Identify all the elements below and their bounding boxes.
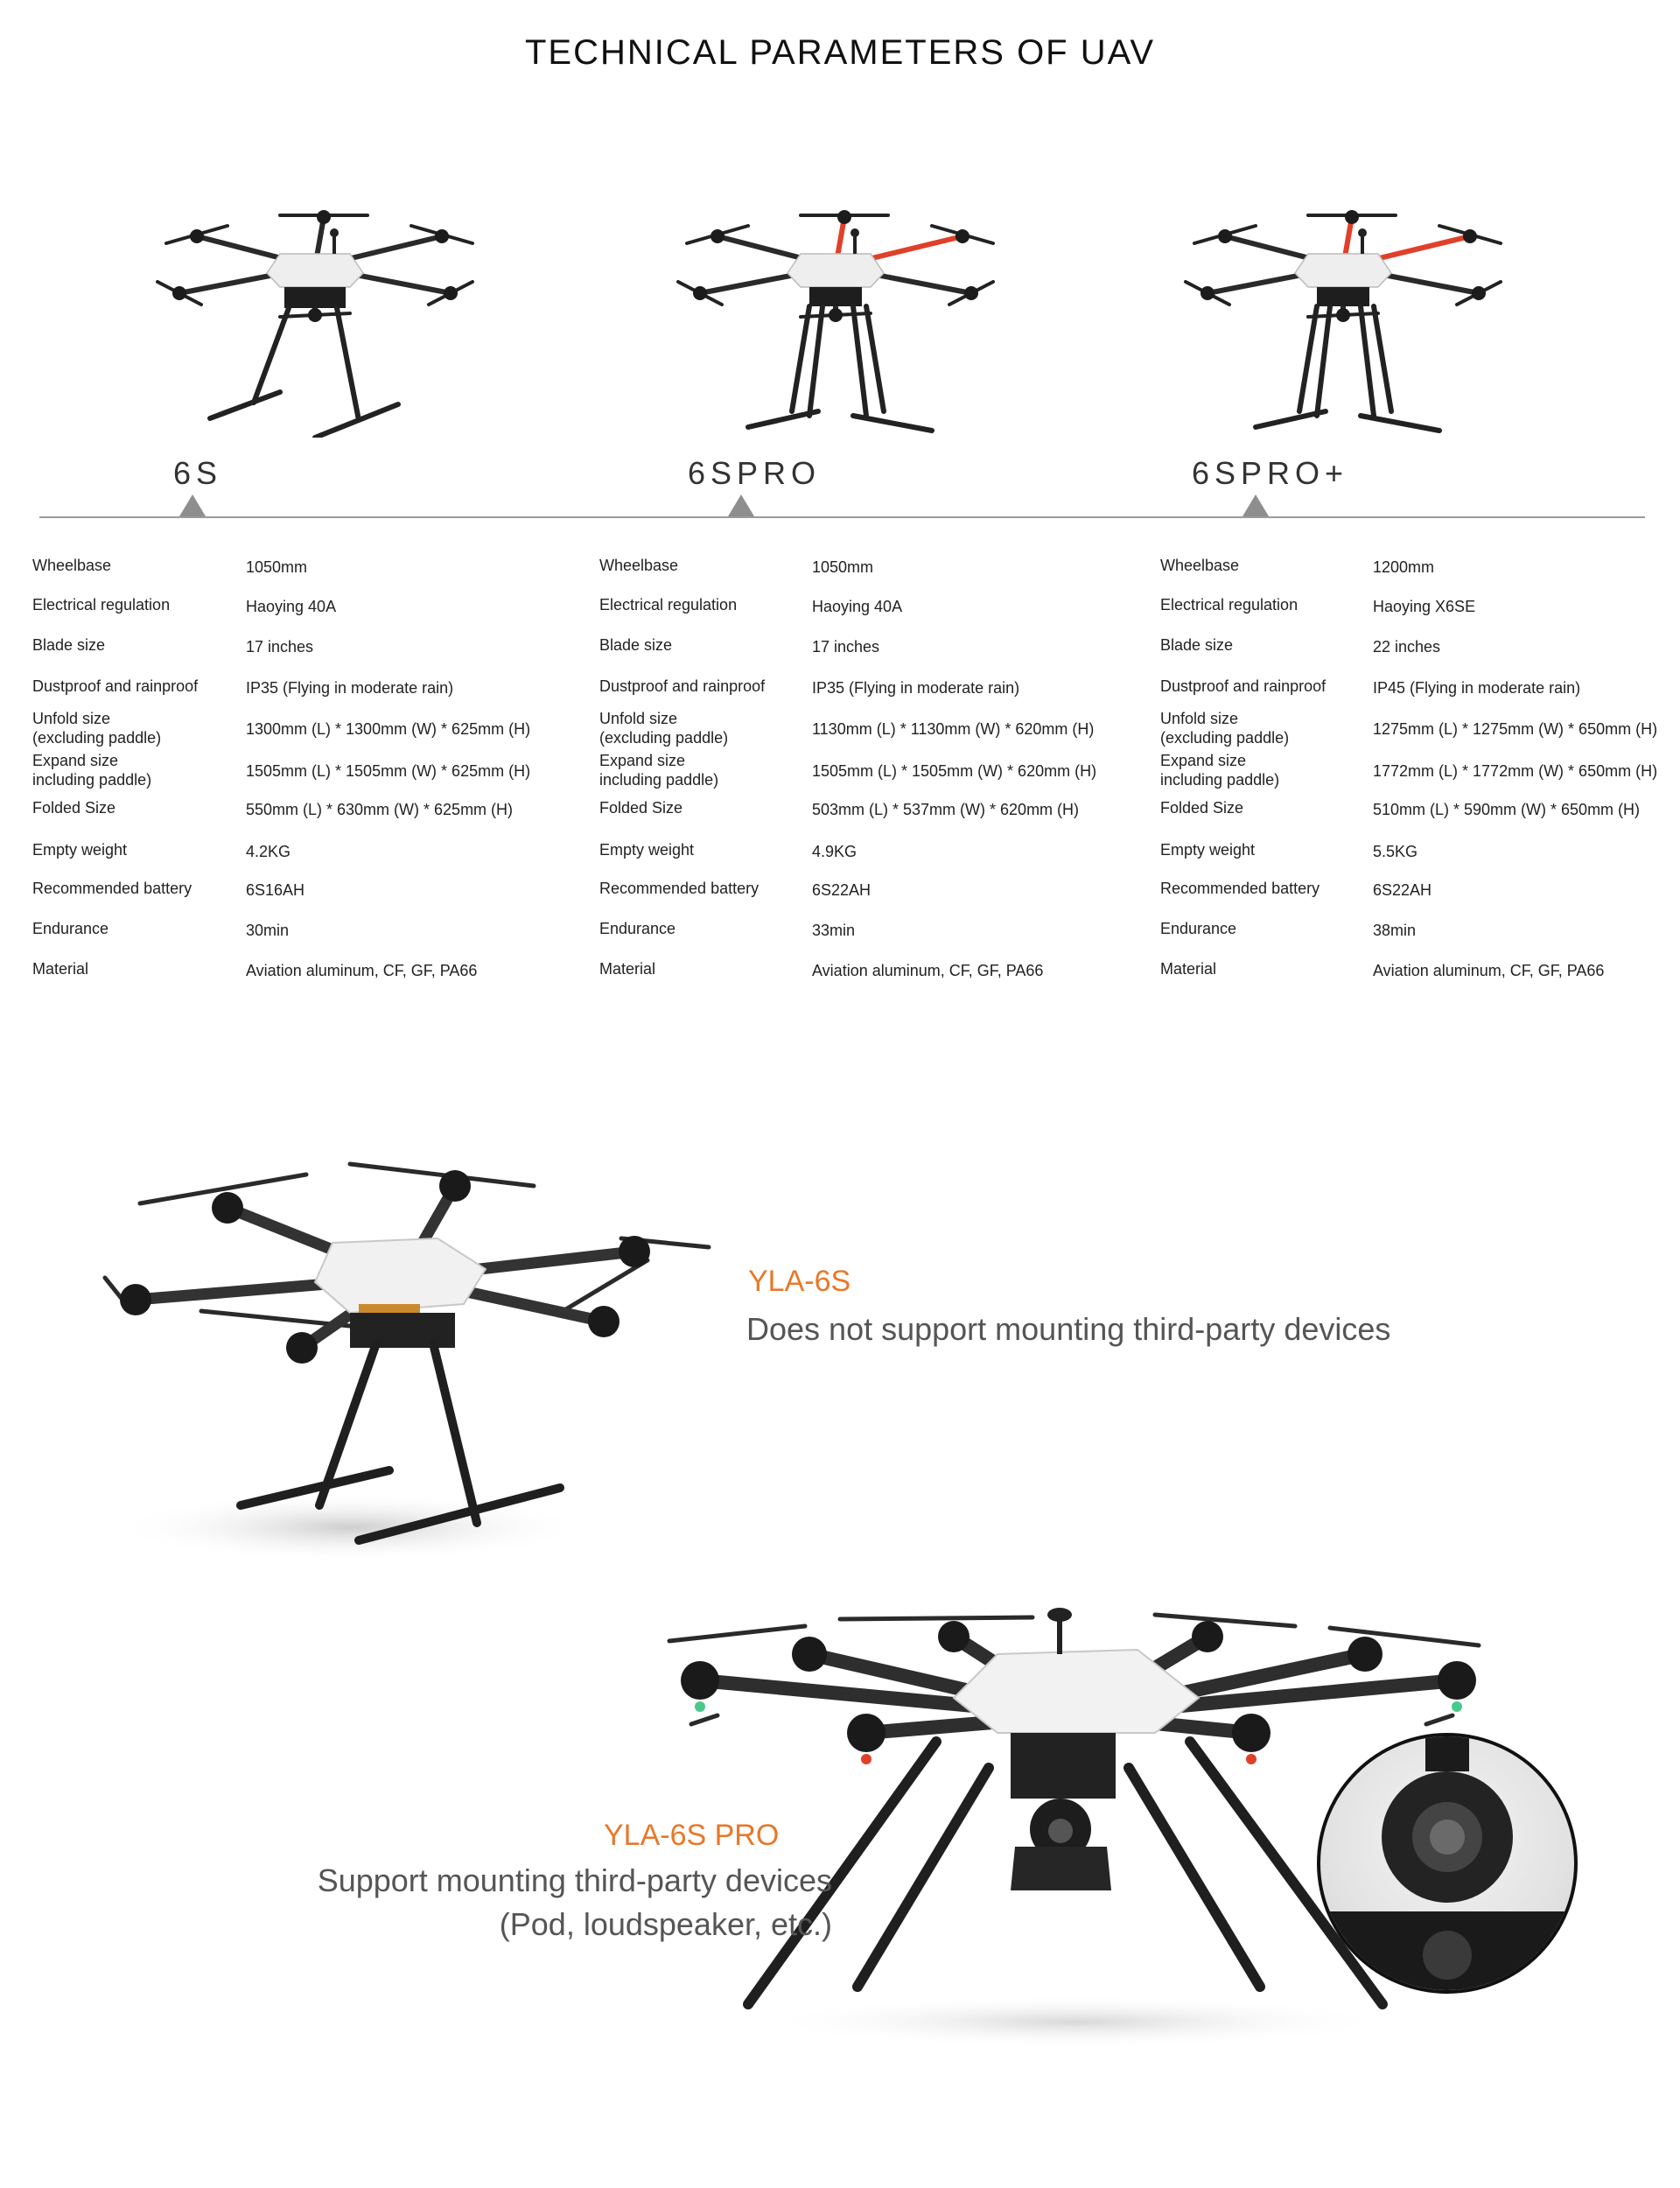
spec-value: 5.5KG: [1373, 843, 1418, 860]
spec-label: Recommended battery: [599, 880, 760, 897]
spec-label: Folded Size: [599, 799, 683, 817]
yla-6s-image: [88, 1155, 735, 1567]
spec-value: 38min: [1373, 922, 1417, 939]
model-label-6spro: 6SPRO: [688, 455, 822, 491]
spec-label: Blade size: [599, 636, 673, 654]
gimbal-zoom-inset: [1317, 1733, 1578, 1994]
spec-value: 510mm (L) * 590mm (W) * 650mm (H): [1373, 801, 1641, 818]
spec-label: Blade size: [32, 636, 106, 654]
spec-label: Wheelbase: [1160, 557, 1240, 574]
spec-value: 4.9KG: [812, 843, 858, 860]
drone-6s-image: [149, 201, 481, 438]
spec-value: Haoying 40A: [812, 598, 903, 615]
spec-label: Unfold size (excluding paddle): [599, 710, 729, 747]
spec-value: Aviation aluminum, CF, GF, PA66: [1373, 962, 1605, 979]
timeline-marker-6spro: [728, 494, 754, 516]
spec-value: 1772mm (L) * 1772mm (W) * 650mm (H): [1373, 762, 1658, 780]
spec-value: 6S16AH: [246, 881, 305, 899]
spec-value: 17 inches: [246, 638, 314, 656]
spec-label: Material: [1160, 960, 1217, 978]
product-desc-yla-6s-pro-line1: Support mounting third-party devices: [317, 1862, 832, 1898]
spec-label: Electrical regulation: [32, 596, 171, 614]
spec-label: Wheelbase: [32, 557, 112, 574]
spec-label: Electrical regulation: [1160, 596, 1298, 614]
model-label-6spro-plus: 6SPRO+: [1192, 455, 1349, 491]
spec-label: Empty weight: [599, 841, 695, 859]
spec-label: Dustproof and rainproof: [599, 677, 766, 695]
spec-label: Expand size including paddle): [1160, 752, 1280, 789]
spec-value: Aviation aluminum, CF, GF, PA66: [812, 962, 1044, 979]
product-desc-yla-6s: Does not support mounting third-party devices: [746, 1311, 1391, 1347]
spec-label: Dustproof and rainproof: [32, 677, 199, 695]
spec-value: 33min: [812, 922, 856, 939]
product-desc-yla-6s-pro-line2: (Pod, loudspeaker, etc.): [499, 1906, 832, 1942]
spec-value: Aviation aluminum, CF, GF, PA66: [246, 962, 478, 979]
spec-value: IP35 (Flying in moderate rain): [246, 679, 454, 697]
spec-label: Recommended battery: [32, 880, 192, 897]
spec-label: Endurance: [32, 920, 109, 937]
spec-label: Material: [599, 960, 656, 978]
drone-6spro-plus-image: [1177, 201, 1509, 438]
spec-value: 550mm (L) * 630mm (W) * 625mm (H): [246, 801, 514, 818]
spec-label: Dustproof and rainproof: [1160, 677, 1326, 695]
product-name-yla-6s: YLA-6S: [748, 1265, 851, 1298]
spec-label: Folded Size: [1160, 799, 1244, 817]
model-label-6s: 6S: [173, 455, 223, 491]
spec-value: 1505mm (L) * 1505mm (W) * 620mm (H): [812, 762, 1097, 780]
spec-value: 30min: [246, 922, 290, 939]
spec-label: Unfold size (excluding paddle): [1160, 710, 1290, 747]
timeline-marker-6s: [179, 494, 206, 516]
drone-6spro-image: [669, 201, 1002, 438]
spec-value: Haoying 40A: [246, 598, 337, 615]
timeline-marker-6spro-plus: [1242, 494, 1269, 516]
spec-value: 1505mm (L) * 1505mm (W) * 625mm (H): [246, 762, 531, 780]
spec-label: Blade size: [1160, 636, 1234, 654]
spec-value: 1050mm: [246, 558, 308, 576]
spec-value: Haoying X6SE: [1373, 598, 1476, 615]
camera-gimbal-icon: [1320, 1736, 1574, 1990]
spec-value: 22 inches: [1373, 638, 1441, 656]
spec-label: Empty weight: [1160, 841, 1256, 859]
spec-value: 6S22AH: [1373, 881, 1432, 899]
spec-value: 1130mm (L) * 1130mm (W) * 620mm (H): [812, 720, 1095, 738]
spec-label: Unfold size (excluding paddle): [32, 710, 162, 747]
spec-value: 4.2KG: [246, 843, 291, 860]
spec-value: 1275mm (L) * 1275mm (W) * 650mm (H): [1373, 720, 1658, 738]
spec-label: Electrical regulation: [599, 596, 738, 614]
spec-label: Empty weight: [32, 841, 128, 859]
spec-value: 1050mm: [812, 558, 874, 576]
spec-value: 503mm (L) * 537mm (W) * 620mm (H): [812, 801, 1080, 818]
spec-label: Endurance: [1160, 920, 1237, 937]
spec-label: Expand size including paddle): [599, 752, 719, 789]
spec-label: Wheelbase: [599, 557, 679, 574]
spec-value: IP35 (Flying in moderate rain): [812, 679, 1020, 697]
spec-value: IP45 (Flying in moderate rain): [1373, 679, 1581, 697]
spec-label: Folded Size: [32, 799, 116, 817]
spec-value: 17 inches: [812, 638, 880, 656]
spec-label: Material: [32, 960, 89, 978]
spec-value: 1200mm: [1373, 558, 1435, 576]
spec-label: Recommended battery: [1160, 880, 1320, 897]
spec-value: 6S22AH: [812, 881, 872, 899]
spec-label: Expand size including paddle): [32, 752, 152, 789]
page-title: TECHNICAL PARAMETERS OF UAV: [524, 33, 1155, 72]
product-name-yla-6s-pro: YLA-6S PRO: [604, 1819, 780, 1852]
spec-value: 1300mm (L) * 1300mm (W) * 625mm (H): [246, 720, 531, 738]
timeline-divider: [39, 516, 1645, 518]
spec-label: Endurance: [599, 920, 676, 937]
